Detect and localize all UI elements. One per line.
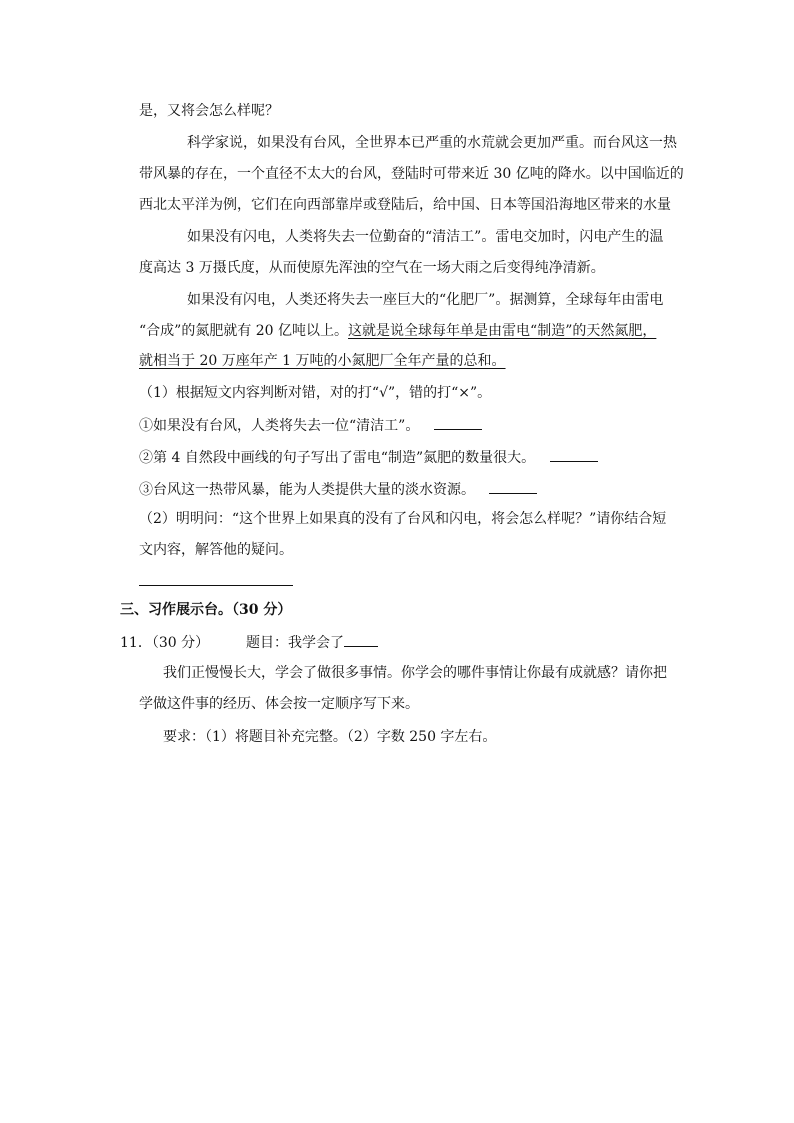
question-2-line: （2）明明问：“这个世界上如果真的没有了台风和闪电，将会怎么样呢？”请你结合短 (139, 511, 667, 527)
essay-prompt-line: 学做这件事的经历、体会按一定顺序写下来。 (139, 696, 419, 712)
paragraph-2-line: 科学家说，如果没有台风，全世界本已严重的水荒就会更加严重。而台风这一热 (187, 135, 677, 151)
title-blank[interactable] (344, 632, 378, 647)
passage-line: 是，又将会怎么样呢？ (139, 103, 279, 119)
paragraph-4-line (139, 351, 506, 371)
answer-line[interactable] (139, 585, 293, 586)
underlined-sentence: 这就是说全球每年单是由雷电“制造”的天然氮肥， (348, 323, 657, 339)
question-2-line: 文内容，解答他的疑问。 (139, 542, 293, 558)
essay-requirements: 要求：（1）将题目补充完整。（2）字数 250 字左右。 (163, 729, 497, 745)
question-1-item-1: ①如果没有台风，人类将失去一位“清洁工”。 (139, 415, 482, 436)
essay-title: 题目：我学会了 (246, 635, 344, 651)
question-number: 11．（30 分） (120, 635, 210, 651)
answer-blank[interactable] (550, 447, 598, 462)
paragraph-4-line (139, 321, 656, 341)
paragraph-4-text: “合成”的氮肥就有 20 亿吨以上。 (139, 323, 349, 339)
question-1-prompt: （1）根据短文内容判断对错，对的打“√”，错的打“×”。 (139, 385, 492, 401)
answer-blank[interactable] (489, 479, 537, 494)
section-heading: 三、习作展示台。（30 分） (120, 602, 292, 618)
paragraph-2-line: 西北太平洋为例，它们在向西部靠岸或登陆后，给中国、日本等国沿海地区带来的水量 (139, 197, 671, 213)
paragraph-2-line: 带风暴的存在，一个直径不太大的台风，登陆时可带来近 30 亿吨的降水。以中国临近的 (139, 166, 684, 182)
paragraph-3-line: 度高达 3 万摄氏度，从而使原先浑浊的空气在一场大雨之后变得纯净清新。 (139, 260, 605, 276)
paragraph-4-line: 如果没有闪电，人类还将失去一座巨大的“化肥厂”。据测算，全球每年由雷电 (187, 292, 664, 308)
question-11 (120, 632, 378, 653)
essay-prompt-line: 我们正慢慢长大，学会了做很多事情。你学会的哪件事情让你最有成就感？请你把 (163, 665, 667, 681)
answer-blank[interactable] (434, 415, 482, 430)
question-1-item-2: ②第 4 自然段中画线的句子写出了雷电“制造”氮肥的数量很大。 (139, 447, 598, 468)
question-1-item-3: ③台风这一热带风暴，能为人类提供大量的淡水资源。 (139, 479, 537, 500)
paragraph-3-line: 如果没有闪电，人类将失去一位勤奋的“清洁工”。雷电交加时，闪电产生的温 (187, 229, 664, 245)
underlined-sentence: 就相当于 20 万座年产 1 万吨的小氮肥厂全年产量的总和。 (139, 353, 506, 369)
